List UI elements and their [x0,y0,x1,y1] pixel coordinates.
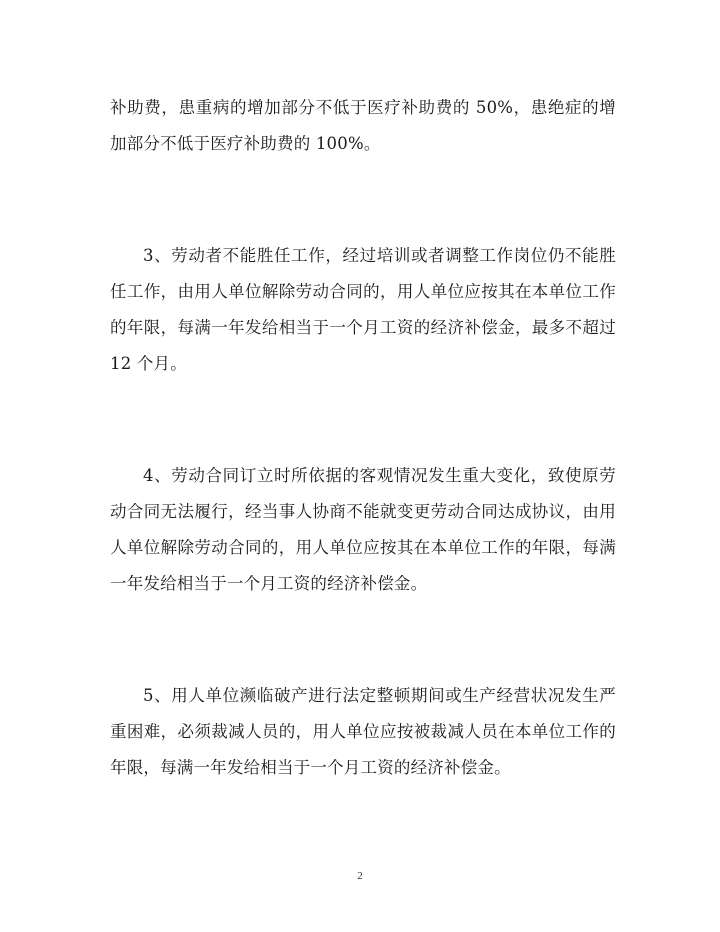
paragraph-item-3: 3、劳动者不能胜任工作，经过培训或者调整工作岗位仍不能胜任工作，由用人单位解除劳动合同的，用人单位应按其在本单位工作的年限，每满一年发给相当于一个月工资的经济补偿金，最多不超过 12 个月。 [110,246,616,373]
page-number: 2 [357,870,363,882]
paragraph-item-4: 4、劳动合同订立时所依据的客观情况发生重大变化，致使原劳动合同无法履行，经当事人协商不能就变更劳动合同达成协议，由用人单位解除劳动合同的，用人单位应按其在本单位工作的年限，每满一年发给相当于一个月工资的经济补偿金。 [110,466,616,593]
paragraph-continuation: 补助费，患重病的增加部分不低于医疗补助费的 50%，患绝症的增加部分不低于医疗补助费的 100%。 [110,98,616,153]
paragraph-item-5: 5、用人单位濒临破产进行法定整顿期间或生产经营状况发生严重困难，必须裁减人员的，用人单位应按被裁减人员在本单位工作的年限，每满一年发给相当于一个月工资的经济补偿金。 [110,686,616,777]
